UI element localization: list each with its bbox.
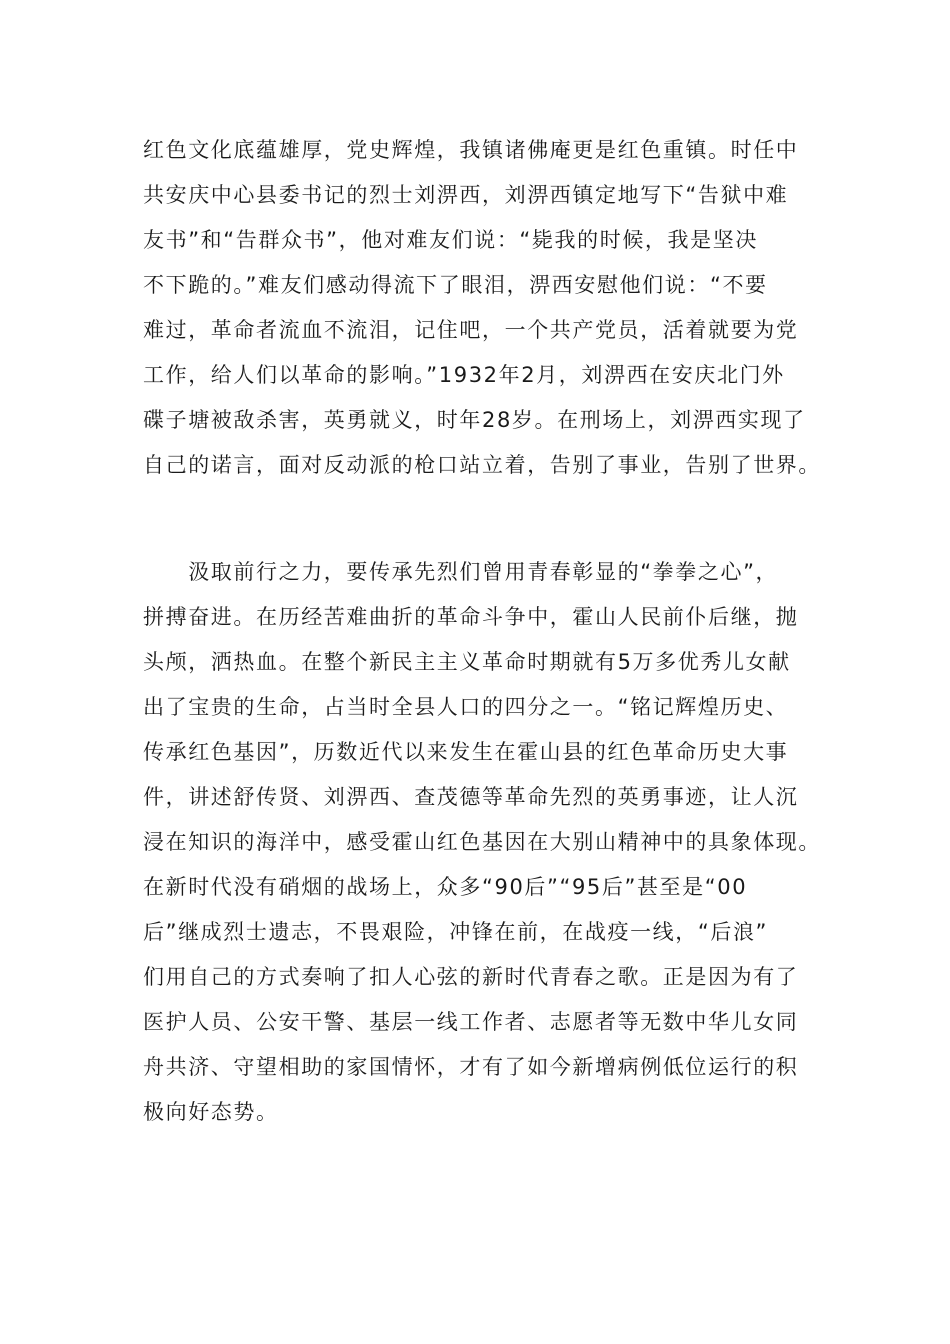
paragraph-line: 拼搏奋进。在历经苦难曲折的革命斗争中，霍山人民前仆后继，抛 xyxy=(143,605,799,629)
paragraph-line: 在新时代没有硝烟的战场上，众多“90后”“95后”甚至是“00 xyxy=(143,875,748,899)
paragraph-line: 碟子塘被敌杀害，英勇就义，时年28岁。在刑场上，刘淠西实现了 xyxy=(143,408,806,432)
paragraph-line: 后”继成烈士遗志，不畏艰险，冲锋在前，在战疫一线，“后浪” xyxy=(143,920,769,944)
paragraph-1 xyxy=(143,128,821,488)
paragraph-line: 汲取前行之力，要传承先烈们曾用青春彰显的“拳拳之心”， xyxy=(143,560,779,584)
paragraph-line: 头颅，洒热血。在整个新民主主义革命时期就有5万多优秀儿女献 xyxy=(143,650,791,674)
paragraph-2 xyxy=(143,550,821,1135)
paragraph-line: 舟共济、守望相助的家国情怀，才有了如今新增病例低位运行的积 xyxy=(143,1055,799,1079)
paragraph-line: 传承红色基因”，历数近代以来发生在霍山县的红色革命历史大事 xyxy=(143,740,789,764)
paragraph-line: 件，讲述舒传贤、刘淠西、查茂德等革命先烈的英勇事迹，让人沉 xyxy=(143,785,799,809)
paragraph-line: 难过，革命者流血不流泪，记住吧，一个共产党员，活着就要为党 xyxy=(143,318,799,342)
paragraph-line: 极向好态势。 xyxy=(143,1100,279,1124)
paragraph-line: 不下跪的。”难友们感动得流下了眼泪，淠西安慰他们说：“不要 xyxy=(143,273,768,297)
paragraph-line: 共安庆中心县委书记的烈士刘淠西，刘淠西镇定地写下“告狱中难 xyxy=(143,183,789,207)
paragraph-line: 友书”和“告群众书”，他对难友们说：“毙我的时候，我是坚决 xyxy=(143,228,758,252)
paragraph-line: 工作，给人们以革命的影响。”1932年2月，刘淠西在安庆北门外 xyxy=(143,363,785,387)
paragraph-line: 红色文化底蕴雄厚，党史辉煌，我镇诸佛庵更是红色重镇。时任中 xyxy=(143,138,799,162)
paragraph-line: 们用自己的方式奏响了扣人心弦的新时代青春之歌。正是因为有了 xyxy=(143,965,799,989)
paragraph-line: 自己的诺言，面对反动派的枪口站立着，告别了事业，告别了世界。 xyxy=(143,453,821,477)
paragraph-line: 浸在知识的海洋中，感受霍山红色基因在大别山精神中的具象体现。 xyxy=(143,830,821,854)
paragraph-line: 出了宝贵的生命，占当时全县人口的四分之一。“铭记辉煌历史、 xyxy=(143,695,789,719)
paragraph-line: 医护人员、公安干警、基层一线工作者、志愿者等无数中华儿女同 xyxy=(143,1010,799,1034)
